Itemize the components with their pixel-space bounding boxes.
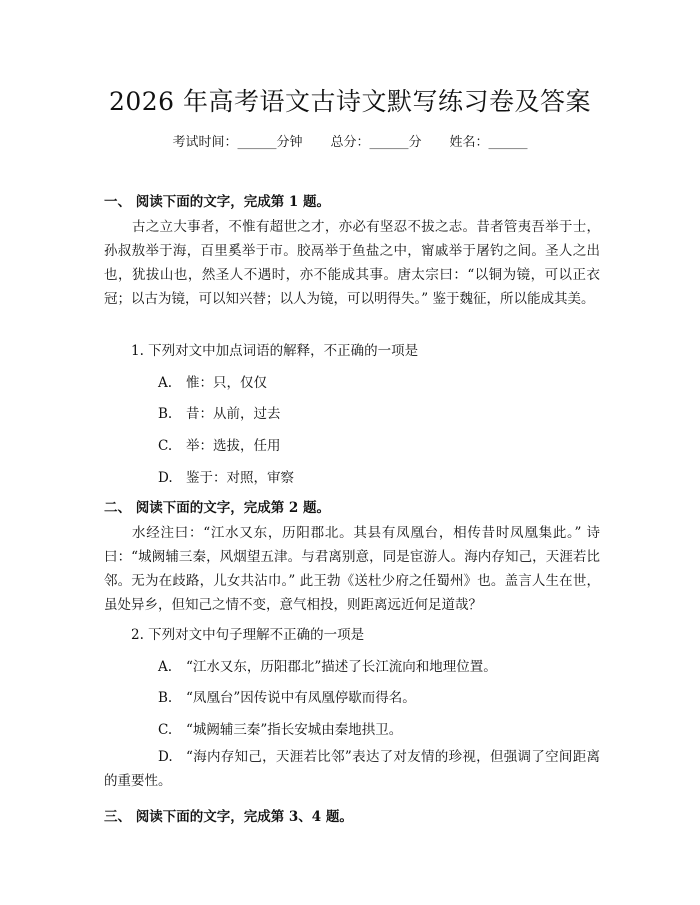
exam-time-field: 考试时间：______分钟 bbox=[172, 135, 303, 150]
option-letter: D. bbox=[158, 749, 173, 765]
option-letter: C. bbox=[158, 438, 173, 454]
exam-meta-line bbox=[0, 131, 700, 150]
option-letter: D. bbox=[158, 470, 173, 486]
option-text: “江水又东，历阳郡北”描述了长江流向和地理位置。 bbox=[186, 659, 497, 675]
section-1-passage: 古之立大事者，不惟有超世之才，亦必有坚忍不拔之志。昔者管夷吾举于士，孙叔敖举于海，百里奚举于市。胶鬲举于鱼盐之中，甯戚举于屠钓之间。圣人之出也，犹拔山也，然圣人不遇时，亦不能成其事。唐太宗曰：“以铜为镜，可以正衣冠；以古为镜，可以知兴替；以人为镜，可以明得失。” 鉴于魏征，所以能成其美。 bbox=[104, 219, 600, 307]
question-2: 2. 下列对文中句子理解不正确的一项是 bbox=[131, 627, 365, 643]
option-text: 惟：只，仅仅 bbox=[186, 375, 267, 391]
student-name-field: 姓名：______ bbox=[449, 135, 528, 150]
question-1-option-a bbox=[158, 371, 267, 391]
page-title: 2026 年高考语文古诗文默写练习卷及答案 bbox=[108, 87, 592, 116]
option-text: “城阙辅三秦”指长安城由秦地拱卫。 bbox=[186, 722, 403, 738]
option-text: 昔：从前，过去 bbox=[186, 406, 281, 422]
question-1-option-b bbox=[158, 402, 281, 422]
question-2-option-d bbox=[104, 745, 600, 793]
question-1-option-c bbox=[158, 434, 281, 454]
question-1-option-d bbox=[158, 466, 294, 486]
option-text: “凤凰台”因传说中有凤凰停歇而得名。 bbox=[186, 690, 416, 706]
section-3-heading: 三、 阅读下面的文字，完成第 3、4 题。 bbox=[104, 809, 353, 825]
section-2-heading: 二、 阅读下面的文字，完成第 2 题。 bbox=[104, 500, 330, 516]
option-text: 鉴于：对照，审察 bbox=[186, 470, 294, 486]
question-2-option-b bbox=[158, 686, 416, 706]
option-text: “海内存知己，天涯若比邻”表达了对友情的珍视，但强调了空间距离的重要性。 bbox=[104, 749, 600, 789]
option-letter: C. bbox=[158, 722, 173, 738]
option-text: 举：选拔，任用 bbox=[186, 438, 281, 454]
question-2-option-c bbox=[158, 718, 402, 738]
option-letter: B. bbox=[158, 690, 173, 706]
option-letter: A. bbox=[158, 375, 173, 391]
option-letter: A. bbox=[158, 659, 173, 675]
section-2-passage: 水经注曰：“江水又东，历阳郡北。其县有凤凰台，相传昔时凤凰集此。” 诗曰：“城阙辅三秦，风烟望五津。与君离别意，同是宦游人。海内存知己，天涯若比邻。无为在歧路，儿女共沾巾。” 此王勃《送杜少府之任蜀州》也。盖言人生在世，虽处异乡，但知己之情不变，意气相投，则距离远近何足道哉？ bbox=[104, 525, 600, 613]
question-1: 1. 下列对文中加点词语的解释，不正确的一项是 bbox=[131, 343, 419, 359]
total-score-field: 总分：______分 bbox=[330, 135, 422, 150]
option-letter: B. bbox=[158, 406, 173, 422]
question-2-option-a bbox=[158, 655, 497, 675]
section-1-heading: 一、 阅读下面的文字，完成第 1 题。 bbox=[104, 194, 330, 210]
